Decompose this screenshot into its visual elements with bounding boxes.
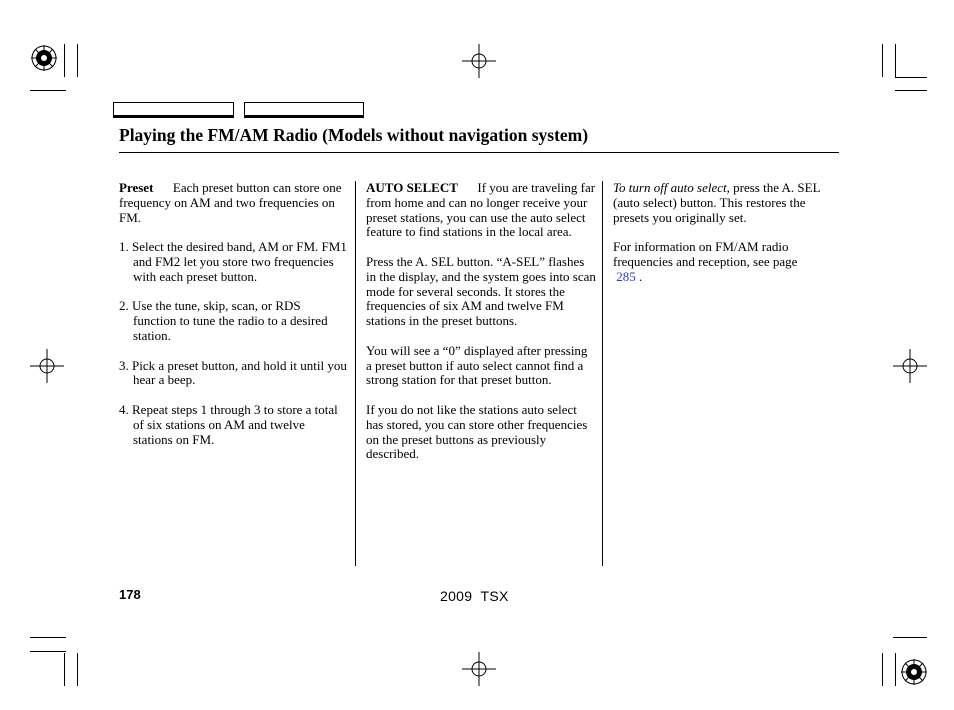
nav-tab-table-of-contents[interactable] bbox=[244, 102, 364, 118]
page-title: Playing the FM/AM Radio (Models without navigation system) bbox=[119, 125, 589, 145]
preset-paragraph bbox=[119, 181, 347, 225]
auto-select-paragraph: Press the A. SEL button. “A-SEL” flashes in the display, and the system goes into scan mode for several seconds. It stores the frequencies of six AM and twelve FM stations in the preset buttons. bbox=[366, 253, 596, 329]
registration-starburst-icon bbox=[30, 44, 58, 72]
auto-select-intro bbox=[366, 181, 596, 240]
turn-off-text: , press the A. SEL (auto select) button. This restores the presets you originally set. bbox=[613, 180, 821, 225]
auto-select-paragraph: You will see a “0” displayed after pressing a preset button if auto select cannot find a strong station for that preset button. bbox=[366, 342, 588, 388]
registration-crosshair-icon bbox=[30, 349, 64, 383]
registration-starburst-icon bbox=[900, 658, 928, 686]
column-divider bbox=[602, 181, 603, 566]
reference-text: For information on FM/AM radio frequencies and reception, see page bbox=[613, 239, 798, 269]
preset-heading: Preset bbox=[119, 180, 154, 195]
title-underline bbox=[119, 152, 839, 153]
step-item: 1. Select the desired band, AM or FM. FM1 and FM2 let you store two frequencies with each preset button. bbox=[119, 239, 347, 284]
step-item: 3. Pick a preset button, and hold it until you hear a beep. bbox=[119, 357, 347, 388]
auto-select-heading: AUTO SELECT bbox=[366, 180, 458, 195]
registration-crosshair-icon bbox=[462, 652, 496, 686]
reference-paragraph bbox=[613, 240, 835, 284]
auto-select-paragraph: If you do not like the stations auto select has stored, you can store other frequencies on the preset buttons as previously described. bbox=[366, 401, 588, 462]
registration-crosshair-icon bbox=[893, 349, 927, 383]
footer-model: 2009 TSX bbox=[440, 588, 509, 604]
step-item: 2. Use the tune, skip, scan, or RDS function to tune the radio to a desired station. bbox=[119, 298, 328, 343]
step-item: 4. Repeat steps 1 through 3 to store a total of six stations on AM and twelve stations on FM. bbox=[119, 401, 338, 447]
turn-off-italic: To turn off auto select bbox=[613, 180, 727, 195]
registration-crosshair-icon bbox=[462, 44, 496, 78]
page-link-285[interactable]: 285 bbox=[616, 268, 636, 284]
preset-text: Each preset button can store one frequency on AM and two frequencies on FM. bbox=[119, 180, 342, 225]
reference-end: . bbox=[639, 268, 643, 284]
column-preset bbox=[119, 181, 347, 462]
column-auto-select bbox=[366, 181, 596, 477]
nav-tab-main-menu[interactable] bbox=[113, 102, 234, 118]
page-number: 178 bbox=[119, 587, 141, 602]
turn-off-paragraph bbox=[613, 181, 835, 225]
auto-select-intro-text: If you are traveling far from home and can no longer receive your preset stations, you can use the auto select feature to find stations in the local area. bbox=[366, 180, 596, 240]
column-divider bbox=[355, 181, 356, 566]
column-notes bbox=[613, 181, 835, 299]
